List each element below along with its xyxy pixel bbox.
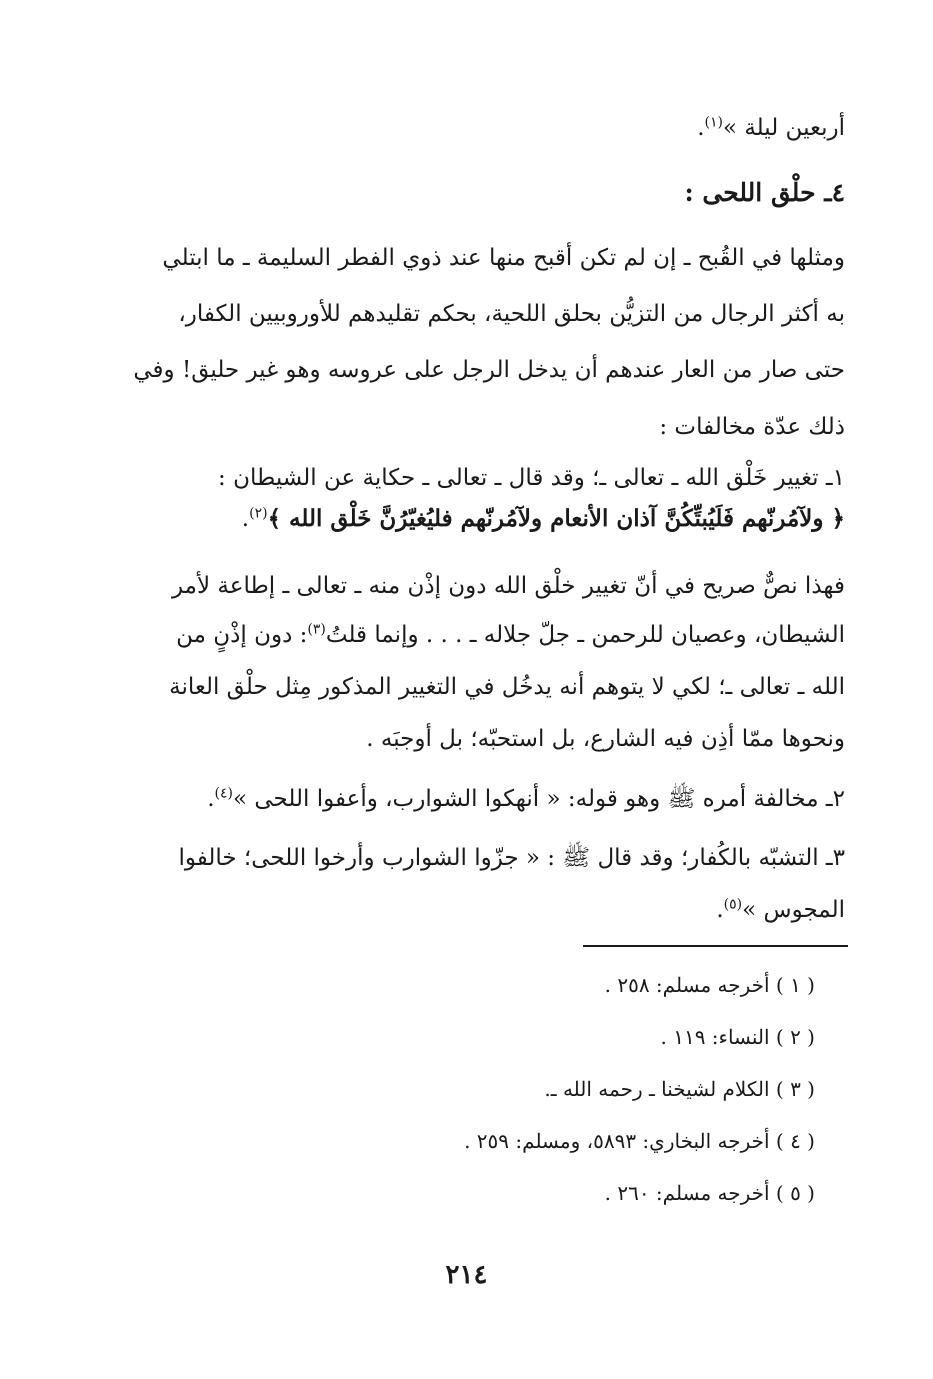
paragraph2-line1: فهذا نصٌّ صريح في أنّ تغيير خلْق الله دون إذْن منه ـ تعالى ـ إطاعة لأمر [171,573,845,599]
continuation-tail: . [697,115,705,141]
point2-line [85,774,845,824]
quran-verse: ﴿ ولآمُرنّهم فَلَيُبتِّكُنَّ آذان الأنعام ولآمُرنّهم فليُغيّرُنَّ خَلْق الله ﴾ [267,505,845,532]
footnote-2: ( ٢ ) النساء: ١١٩ . [660,1025,815,1049]
footnote-1: ( ١ ) أخرجه مسلم: ٢٥٨ . [604,973,815,997]
point1-line1: ١ـ تغيير خَلْق الله ـ تعالى ـ؛ وقد قال ـ تعالى ـ حكاية عن الشيطان : [218,465,845,491]
paragraph1-line1: ومثلها في القُبح ـ إن لم تكن أقبح منها عند ذوي الفطر السليمة ـ ما ابتلي [162,245,845,271]
paragraph2-line2 [85,610,845,660]
section-heading: ٤ـ حلْق اللحى : [684,178,845,207]
footnote-ref-1: (١) [704,114,723,131]
footnote-ref-3: (٣) [307,621,326,638]
point3-line1: ٣ـ التشبّه بالكُفار؛ وقد قال ﷺ : « جزّوا الشوارب وأرخوا اللحى؛ خالفوا [178,845,845,871]
paragraph2-line2-before: الشيطان، وعصيان للرحمن ـ جلّ جلاله ـ . . . وإنما قلتُ [325,622,845,648]
point1-quran-line [85,494,845,544]
page-number: ٢١٤ [445,1260,488,1290]
paragraph2-line4: ونحوها ممّا أذِن فيه الشارع، بل استحبّه؛ بل أوجبَه . [366,726,845,752]
point3-line2-text: المجوس » [742,897,845,923]
continuation-text: أربعين ليلة » [722,115,845,141]
footnote-ref-4: (٤) [214,785,233,802]
point2-text: ٢ـ مخالفة أمره ﷺ وهو قوله: « أنهكوا الشوارب، وأعفوا اللحى » [232,786,845,812]
point2-tail: . [207,786,215,812]
paragraph2-line2-after: : دون إذْنٍ من [176,622,308,648]
footnote-3: ( ٣ ) الكلام لشيخنا ـ رحمه الله ـ. [544,1077,815,1101]
point3-tail: . [716,897,724,923]
footnote-ref-5: (٥) [723,896,743,913]
paragraph2-line3: الله ـ تعالى ـ؛ لكي لا يتوهم أنه يدخُل في التغيير المذكور مِثل حلْق العانة [169,674,845,700]
paragraph1-line3: حتى صار من العار عندهم أن يدخل الرجل على عروسه وهو غير حليق! وفي [133,357,845,383]
point3-line2 [85,885,845,935]
footnote-ref-2: (٢) [249,505,268,522]
point1-tail: . [241,506,250,532]
footnote-4: ( ٤ ) أخرجه البخاري: ٥٨٩٣، ومسلم: ٢٥٩ . [464,1129,815,1153]
footnote-5: ( ٥ ) أخرجه مسلم: ٢٦٠ . [604,1181,815,1205]
paragraph1-line2: به أكثر الرجال من التزيُّن بحلق اللحية، بحكم تقليدهم للأوروبيين الكفار، [178,301,845,327]
footnote-divider [583,945,848,947]
continuation-line [85,103,845,153]
paragraph1-line4: ذلك عدّة مخالفات : [659,414,845,440]
